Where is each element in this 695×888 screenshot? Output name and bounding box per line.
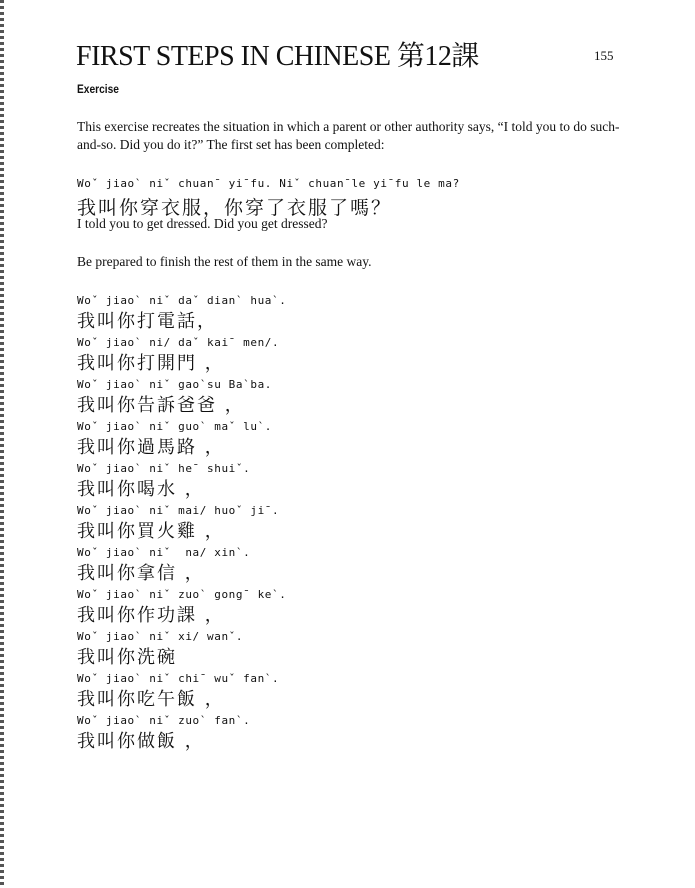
list-item — [77, 502, 286, 544]
example-english: I told you to get dressed. Did you get dressed? — [77, 216, 328, 231]
item-pinyin: Woˇ jiao` niˇ na/ xin`. — [77, 546, 251, 559]
item-chinese: 我叫你吃午飯 ， — [77, 689, 225, 710]
item-pinyin: Woˇ jiao` niˇ he¯ shuiˇ. — [77, 462, 251, 475]
list-item — [77, 544, 286, 586]
list-item — [77, 334, 286, 376]
item-pinyin: Woˇ jiao` ni/ daˇ kai¯ men/. — [77, 336, 280, 349]
item-chinese: 我叫你打開門 ， — [77, 353, 225, 374]
item-chinese: 我叫你做飯 ， — [77, 731, 205, 752]
page-title: FIRST STEPS IN CHINESE 第12課 — [76, 41, 479, 72]
page-binding-edge — [0, 0, 4, 888]
exercise-instruction: Be prepared to finish the rest of them in the same way. — [77, 254, 372, 269]
item-pinyin: Woˇ jiao` niˇ mai/ huoˇ ji¯. — [77, 504, 280, 517]
item-chinese: 我叫你洗碗 — [77, 647, 177, 668]
example-pinyin: Woˇ jiao` niˇ chuan¯ yi¯fu. Niˇ chuan¯le yi¯fu le ma? — [77, 177, 460, 190]
list-item — [77, 712, 286, 754]
list-item — [77, 292, 286, 334]
item-pinyin: Woˇ jiao` niˇ xi/ wanˇ. — [77, 630, 244, 643]
item-chinese: 我叫你買火雞 ， — [77, 521, 225, 542]
list-item — [77, 586, 286, 628]
section-heading: Exercise — [77, 82, 119, 96]
list-item — [77, 376, 286, 418]
exercise-intro: This exercise recreates the situation in which a parent or other authority says, “I told you to do such-and-so. Did you do it?” The first set has been completed: — [77, 119, 620, 152]
item-chinese: 我叫你告訴爸爸 ， — [77, 395, 245, 416]
item-pinyin: Woˇ jiao` niˇ chi¯ wuˇ fan`. — [77, 672, 280, 685]
list-item — [77, 418, 286, 460]
item-chinese: 我叫你過馬路 ， — [77, 437, 225, 458]
item-chinese: 我叫你打電話， — [77, 311, 217, 332]
list-item — [77, 628, 286, 670]
list-item — [77, 670, 286, 712]
exercise-list — [77, 292, 286, 754]
item-pinyin: Woˇ jiao` niˇ daˇ dian` hua`. — [77, 294, 287, 307]
example-chinese: 我叫你穿衣服，你穿了衣服了嗎？ — [77, 197, 393, 219]
item-chinese: 我叫你喝水 ， — [77, 479, 205, 500]
page-number: 155 — [594, 48, 614, 63]
item-pinyin: Woˇ jiao` niˇ zuo` gong¯ ke`. — [77, 588, 287, 601]
list-item — [77, 460, 286, 502]
item-pinyin: Woˇ jiao` niˇ zuo` fan`. — [77, 714, 251, 727]
item-pinyin: Woˇ jiao` niˇ guo` maˇ lu`. — [77, 420, 273, 433]
item-chinese: 我叫你拿信 ， — [77, 563, 205, 584]
item-pinyin: Woˇ jiao` niˇ gao`su Ba`ba. — [77, 378, 273, 391]
item-chinese: 我叫你作功課 ， — [77, 605, 225, 626]
